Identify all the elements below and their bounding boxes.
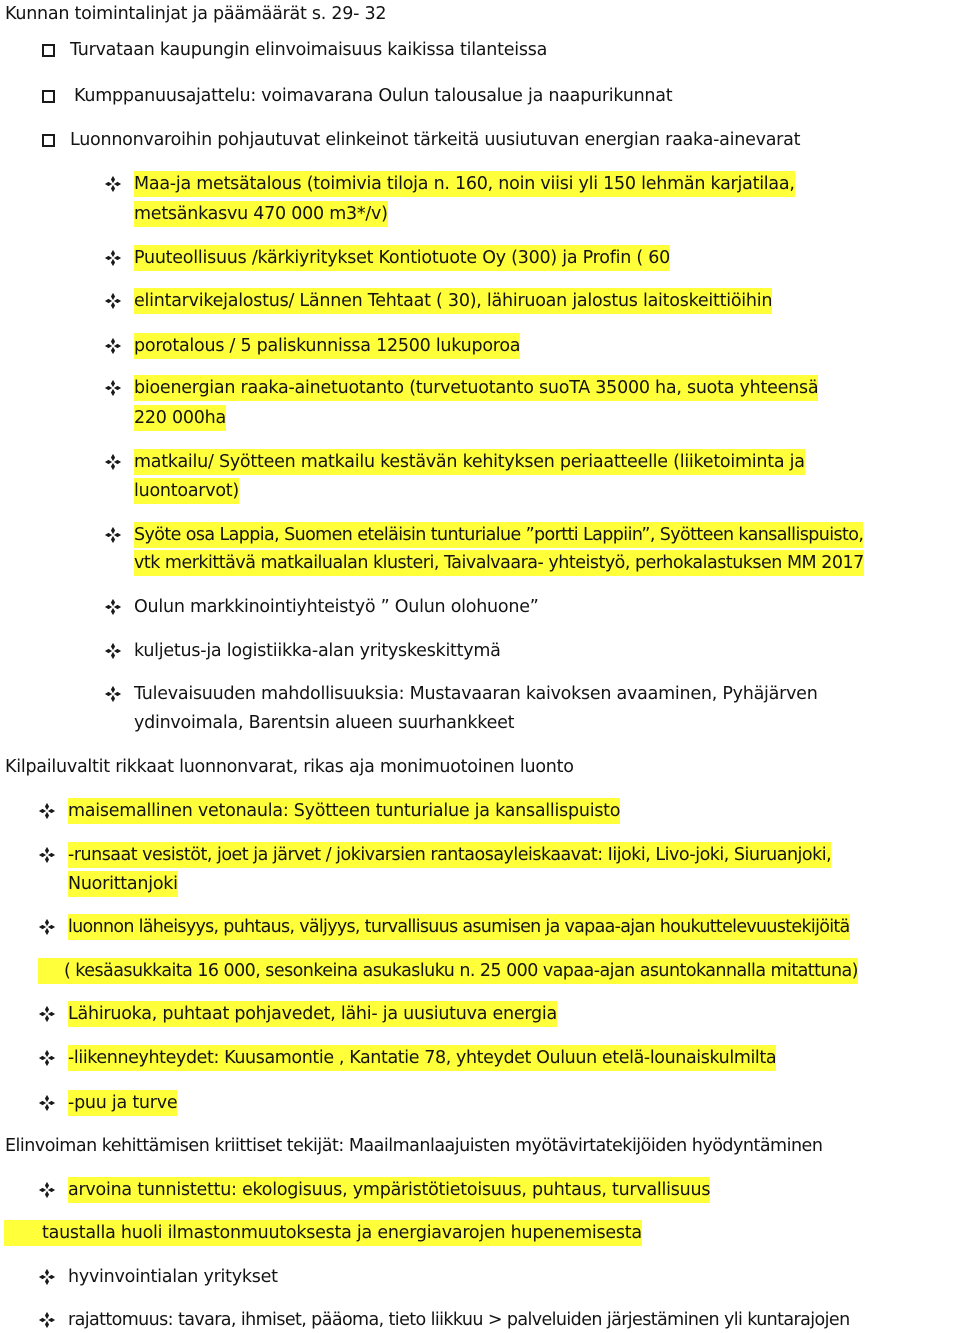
critical-text: arvoina tunnistettu: ekologisuus, ympäristötietoisuus, puhtaus, turvallisuus: [68, 1177, 710, 1203]
competitive-text: maisemallinen vetonaula: Syötteen tunturialue ja kansallispuisto: [68, 798, 620, 824]
resource-text: vtk merkittävä matkailualan klusteri, Taivalvaara- yhteistyö, perhokalastuksen MM 2017: [134, 550, 864, 576]
four-diamond-star-icon: [38, 918, 56, 936]
four-diamond-star-icon: [104, 642, 122, 660]
four-diamond-star-icon: [38, 1268, 56, 1286]
four-diamond-star-icon: [38, 1005, 56, 1023]
resource-text: Maa-ja metsätalous (toimivia tiloja n. 160, noin viisi yli 150 lehmän karjatilaa,: [134, 171, 795, 197]
goal-text: Turvataan kaupungin elinvoimaisuus kaikissa tilanteissa: [70, 40, 548, 60]
competitive-text: Nuorittanjoki: [68, 871, 178, 897]
four-diamond-star-icon: [104, 292, 122, 310]
four-diamond-star-icon: [104, 337, 122, 355]
checkbox-icon: [42, 90, 55, 103]
four-diamond-star-icon: [104, 598, 122, 616]
four-diamond-star-icon: [38, 1049, 56, 1067]
resource-text: Tulevaisuuden mahdollisuuksia: Mustavaaran kaivoksen avaaminen, Pyhäjärven: [134, 684, 818, 704]
resource-text: matkailu/ Syötteen matkailu kestävän kehityksen periaatteelle (liiketoiminta ja: [134, 449, 805, 475]
four-diamond-star-icon: [104, 453, 122, 471]
critical-text: rajattomuus: tavara, ihmiset, pääoma, tieto liikkuu > palveluiden järjestäminen yli kuntarajojen: [68, 1310, 850, 1330]
competitive-text: -liikenneyhteydet: Kuusamontie , Kantatie 78, yhteydet Ouluun etelä-lounaiskulmilta: [68, 1045, 776, 1071]
competitive-text: ( kesäasukkaita 16 000, sesonkeina asukasluku n. 25 000 vapaa-ajan asuntokannalla mitattuna): [38, 958, 858, 984]
section-heading-text: Kilpailuvaltit rikkaat luonnonvarat, rikas aja monimuotoinen luonto: [5, 757, 574, 777]
four-diamond-star-icon: [104, 685, 122, 703]
four-diamond-star-icon: [38, 846, 56, 864]
resource-text: Oulun markkinointiyhteistyö ” Oulun olohuone”: [134, 597, 539, 617]
checkbox-icon: [42, 134, 55, 147]
competitive-text: Lähiruoka, puhtaat pohjavedet, lähi- ja uusiutuva energia: [68, 1001, 557, 1027]
section-heading-text: Elinvoiman kehittämisen kriittiset tekijät: Maailmanlaajuisten myötävirtatekijöiden hyödyntäminen: [5, 1136, 823, 1156]
resource-text: kuljetus-ja logistiikka-alan yrityskeskittymä: [134, 641, 501, 661]
four-diamond-star-icon: [38, 1094, 56, 1112]
competitive-text: -runsaat vesistöt, joet ja järvet / jokivarsien rantaosayleiskaavat: Iijoki, Livo-joki, Siuruanjoki,: [68, 842, 831, 868]
four-diamond-star-icon: [104, 526, 122, 544]
resource-text: Syöte osa Lappia, Suomen eteläisin tunturialue ”portti Lappiin”, Syötteen kansallispuisto,: [134, 522, 863, 548]
page-title-text: Kunnan toimintalinjat ja päämäärät s. 29- 32: [5, 4, 387, 24]
competitive-text: -puu ja turve: [68, 1090, 177, 1116]
resource-text: elintarvikejalostus/ Lännen Tehtaat ( 30), lähiruoan jalostus laitoskeittiöihin: [134, 288, 772, 314]
resource-text: porotalous / 5 paliskunnissa 12500 lukuporoa: [134, 333, 520, 359]
critical-text: hyvinvointialan yritykset: [68, 1267, 278, 1287]
four-diamond-star-icon: [38, 802, 56, 820]
resource-text: luontoarvot): [134, 478, 239, 504]
critical-text: taustalla huoli ilmastonmuutoksesta ja energiavarojen hupenemisesta: [4, 1220, 642, 1246]
resource-text: ydinvoimala, Barentsin alueen suurhankkeet: [134, 713, 515, 733]
competitive-text: luonnon läheisyys, puhtaus, väljyys, turvallisuus asumisen ja vapaa-ajan houkuttelevuustekijöitä: [68, 914, 850, 940]
resource-text: Puuteollisuus /kärkiyritykset Kontiotuote Oy (300) ja Profin ( 60: [134, 245, 670, 271]
goal-text: Luonnonvaroihin pohjautuvat elinkeinot tärkeitä uusiutuvan energian raaka-ainevarat: [70, 130, 801, 150]
four-diamond-star-icon: [38, 1311, 56, 1329]
checkbox-icon: [42, 44, 55, 57]
resource-text: 220 000ha: [134, 405, 226, 431]
resource-text: bioenergian raaka-ainetuotanto (turvetuotanto suoTA 35000 ha, suota yhteensä: [134, 375, 818, 401]
four-diamond-star-icon: [104, 249, 122, 267]
four-diamond-star-icon: [38, 1181, 56, 1199]
four-diamond-star-icon: [104, 175, 122, 193]
resource-text: metsänkasvu 470 000 m3*/v): [134, 201, 388, 227]
goal-text: Kumppanuusajattelu: voimavarana Oulun talousalue ja naapurikunnat: [74, 86, 673, 106]
four-diamond-star-icon: [104, 379, 122, 397]
